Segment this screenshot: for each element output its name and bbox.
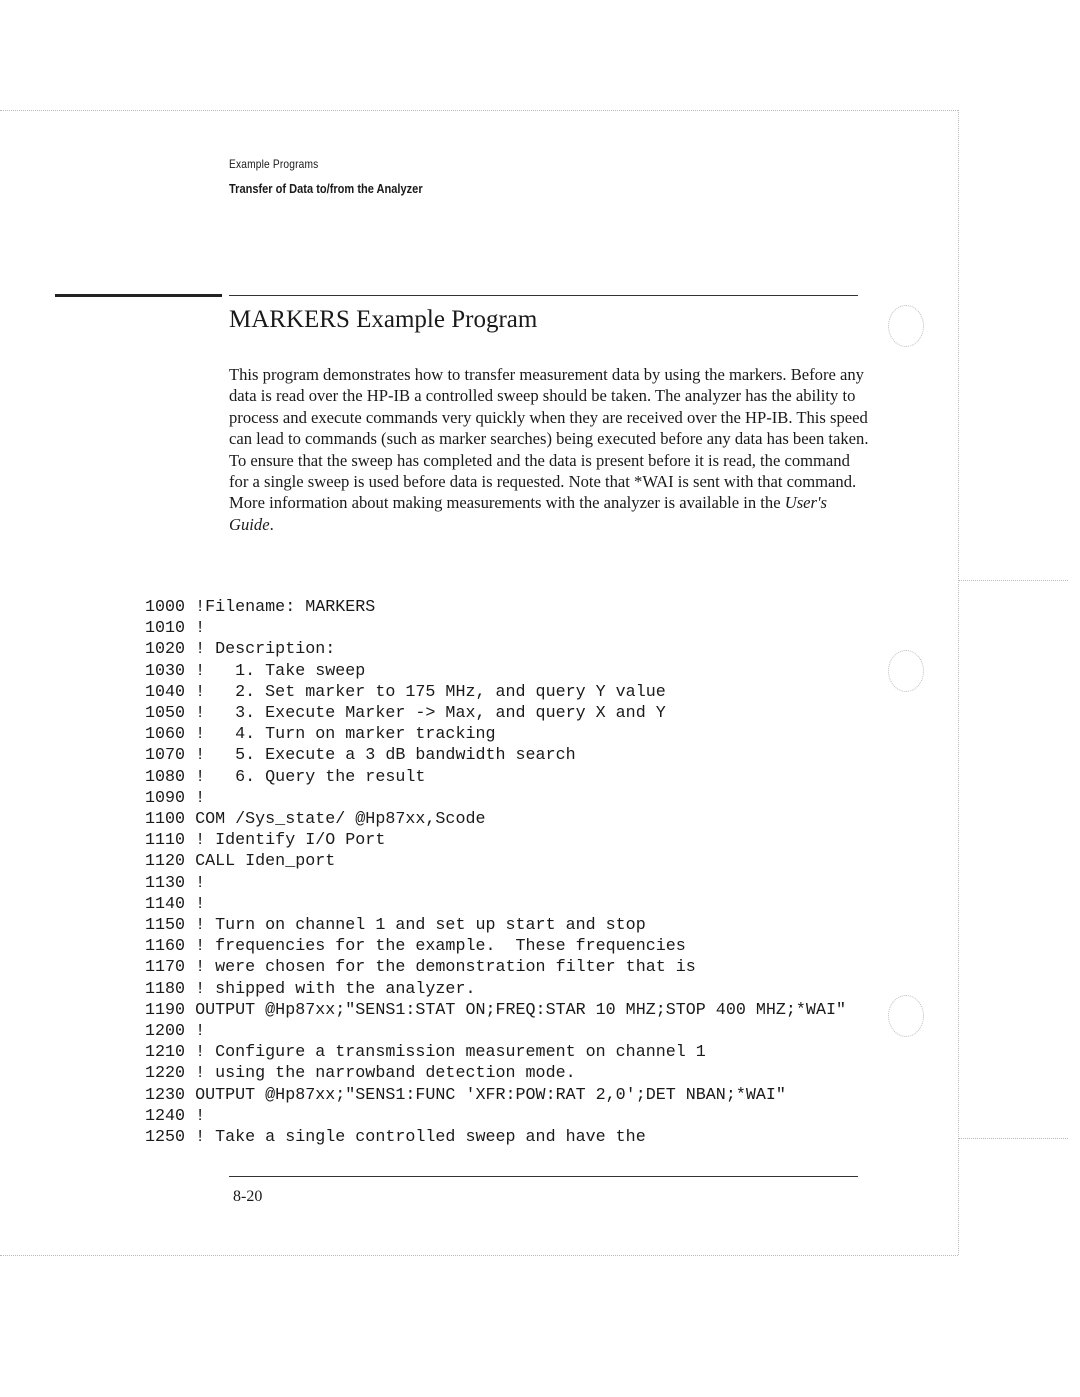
code-line: 1190 OUTPUT @Hp87xx;"SENS1:STAT ON;FREQ:STAR 10 MHZ;STOP 400 MHZ;*WAI" [145,1000,846,1020]
code-line: 1240 ! [145,1106,206,1126]
subsection-label: Transfer of Data to/from the Analyzer [229,181,423,196]
scan-mark [958,580,1068,581]
page-number: 8-20 [233,1188,263,1205]
code-line: 1160 ! frequencies for the example. These frequencies [145,937,686,957]
code-line: 1140 ! [145,894,206,914]
code-line: 1080 ! 6. Query the result [145,767,426,787]
binder-hole [888,995,924,1037]
code-line: 1010 ! [145,619,206,639]
code-line: 1200 ! [145,1022,206,1042]
code-line: 1020 ! Description: [145,640,336,660]
rule-thick [55,294,222,297]
code-line: 1170 ! were chosen for the demonstration filter that is [145,958,696,978]
code-line: 1060 ! 4. Turn on marker tracking [145,725,496,745]
rule-thin [229,295,858,296]
scan-border-right [958,110,959,1255]
code-line: 1210 ! Configure a transmission measurement on channel 1 [145,1043,706,1063]
users-guide-reference: User's Guide [229,493,828,534]
code-line: 1040 ! 2. Set marker to 175 MHz, and query Y value [145,682,666,702]
binder-hole [888,650,924,692]
section-label: Example Programs [229,157,319,171]
code-line: 1130 ! [145,873,206,893]
code-line: 1090 ! [145,788,206,808]
scan-mark [958,1138,1068,1139]
footer-rule [229,1176,858,1177]
code-line: 1230 OUTPUT @Hp87xx;"SENS1:FUNC 'XFR:POW:RAT 2,0';DET NBAN;*WAI" [145,1085,786,1105]
code-line: 1120 CALL Iden_port [145,852,336,872]
code-line: 1000 !Filename: MARKERS [145,598,376,617]
code-line: 1050 ! 3. Execute Marker -> Max, and query X and Y [145,704,666,724]
paragraph-end: . [269,514,274,534]
code-line: 1110 ! Identify I/O Port [145,831,386,851]
scan-border-bottom [0,1255,958,1256]
code-line: 1250 ! Take a single controlled sweep and have the [145,1128,646,1148]
code-line: 1030 ! 1. Take sweep [145,661,366,681]
scan-border-top [0,110,958,111]
page-title: MARKERS Example Program [229,306,538,333]
code-line: 1220 ! using the narrowband detection mode. [145,1064,576,1084]
code-listing [145,597,846,1148]
code-line: 1150 ! Turn on channel 1 and set up start and stop [145,916,646,936]
code-line: 1100 COM /Sys_state/ @Hp87xx,Scode [145,810,486,830]
code-line: 1070 ! 5. Execute a 3 dB bandwidth search [145,746,576,766]
binder-hole [888,305,924,347]
paragraph-text: This program demonstrates how to transfer measurement data by using the markers. Before any data is read over the HP-IB a controlled sweep should be taken. The analyzer has the ability to process and execute commands very quickly when they are received over the HP-IB. This speed can lead to commands (such as marker searches) being executed before any data has been taken. To ensure that the sweep has completed and the data is present before it is read, the command for a single sweep is used before data is requested. Note that *WAI is sent with that command. More information about making measurements with the analyzer is available in the [229,365,869,513]
code-line: 1180 ! shipped with the analyzer. [145,979,476,999]
intro-paragraph [229,364,869,535]
